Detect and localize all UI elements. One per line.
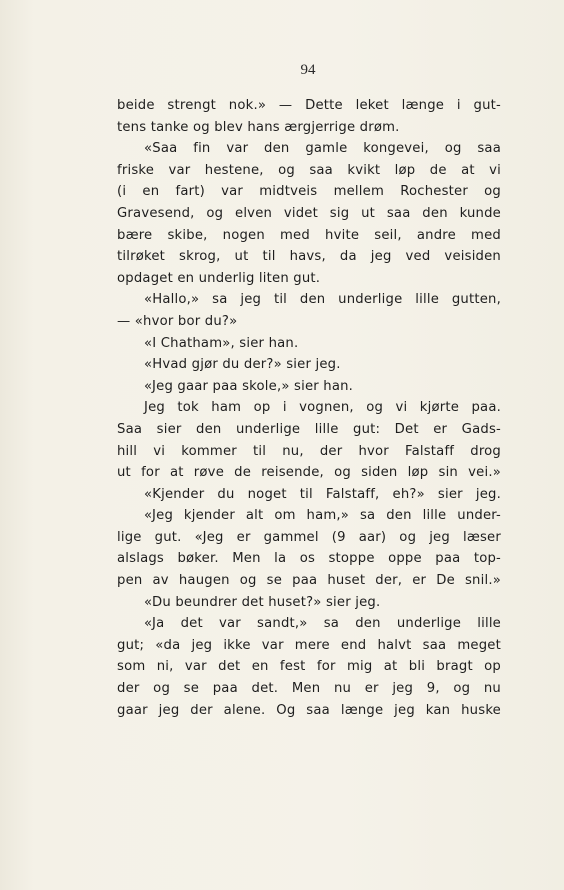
text-line: som ni, var det en fest for mig at bli bragt op [117, 659, 501, 675]
text-line: hill vi kommer til nu, der hvor Falstaff drog [117, 443, 501, 459]
text-line: tilrøket skrog, ut til havs, da jeg ved veisiden [117, 249, 501, 265]
text-line: bære skibe, nogen med hvite seil, andre med [117, 227, 501, 243]
text-line: beide strengt nok.» — Dette leket længe i gut- [117, 98, 501, 113]
body-text [117, 95, 501, 721]
text-line: Jeg tok ham op i vognen, og vi kjørte paa. [144, 400, 501, 416]
text-line: Saa sier den underlige lille gut: Det er Gads- [117, 421, 501, 437]
text-line: lige gut. «Jeg er gammel (9 aar) og jeg læser [117, 529, 501, 545]
text-line: «Ja det var sandt,» sa den underlige lille [144, 616, 501, 632]
text-line: — «hvor bor du?» [117, 313, 238, 329]
text-line: pen av haugen og se paa huset der, er De snil.» [117, 573, 501, 589]
text-line: tens tanke og blev hans ærgjerrige drøm. [117, 119, 400, 135]
text-line: «Jeg gaar paa skole,» sier han. [144, 378, 354, 394]
text-line: Gravesend, og elven videt sig ut saa den kunde [117, 205, 501, 221]
text-line: «I Chatham», sier han. [144, 335, 299, 351]
text-line: alslags bøker. Men la os stoppe oppe paa top- [117, 551, 501, 567]
text-line: opdaget en underlig liten gut. [117, 270, 321, 286]
text-line: «Saa fin var den gamle kongevei, og saa [144, 141, 501, 157]
text-line: (i en fart) var midtveis mellem Rochester og [117, 184, 501, 200]
text-line: ut for at røve de reisende, og siden løp sin vei.» [117, 465, 501, 481]
page-number: 94 [300, 62, 316, 78]
text-line: gut; «da jeg ikke var mere end halvt saa meget [117, 637, 501, 653]
text-line: «Kjender du noget til Falstaff, eh?» sier jeg. [144, 486, 501, 502]
text-line: «Jeg kjender alt om ham,» sa den lille under- [144, 508, 501, 524]
text-line: gaar jeg der alene. Og saa længe jeg kan huske [117, 702, 501, 718]
text-line: «Hallo,» sa jeg til den underlige lille gutten, [144, 292, 501, 308]
text-line: «Hvad gjør du der?» sier jeg. [144, 357, 341, 373]
text-line: friske var hestene, og saa kvikt løp de at vi [117, 162, 501, 178]
text-line: «Du beundrer det huset?» sier jeg. [144, 594, 381, 610]
text-line: der og se paa det. Men nu er jeg 9, og nu [117, 681, 501, 697]
